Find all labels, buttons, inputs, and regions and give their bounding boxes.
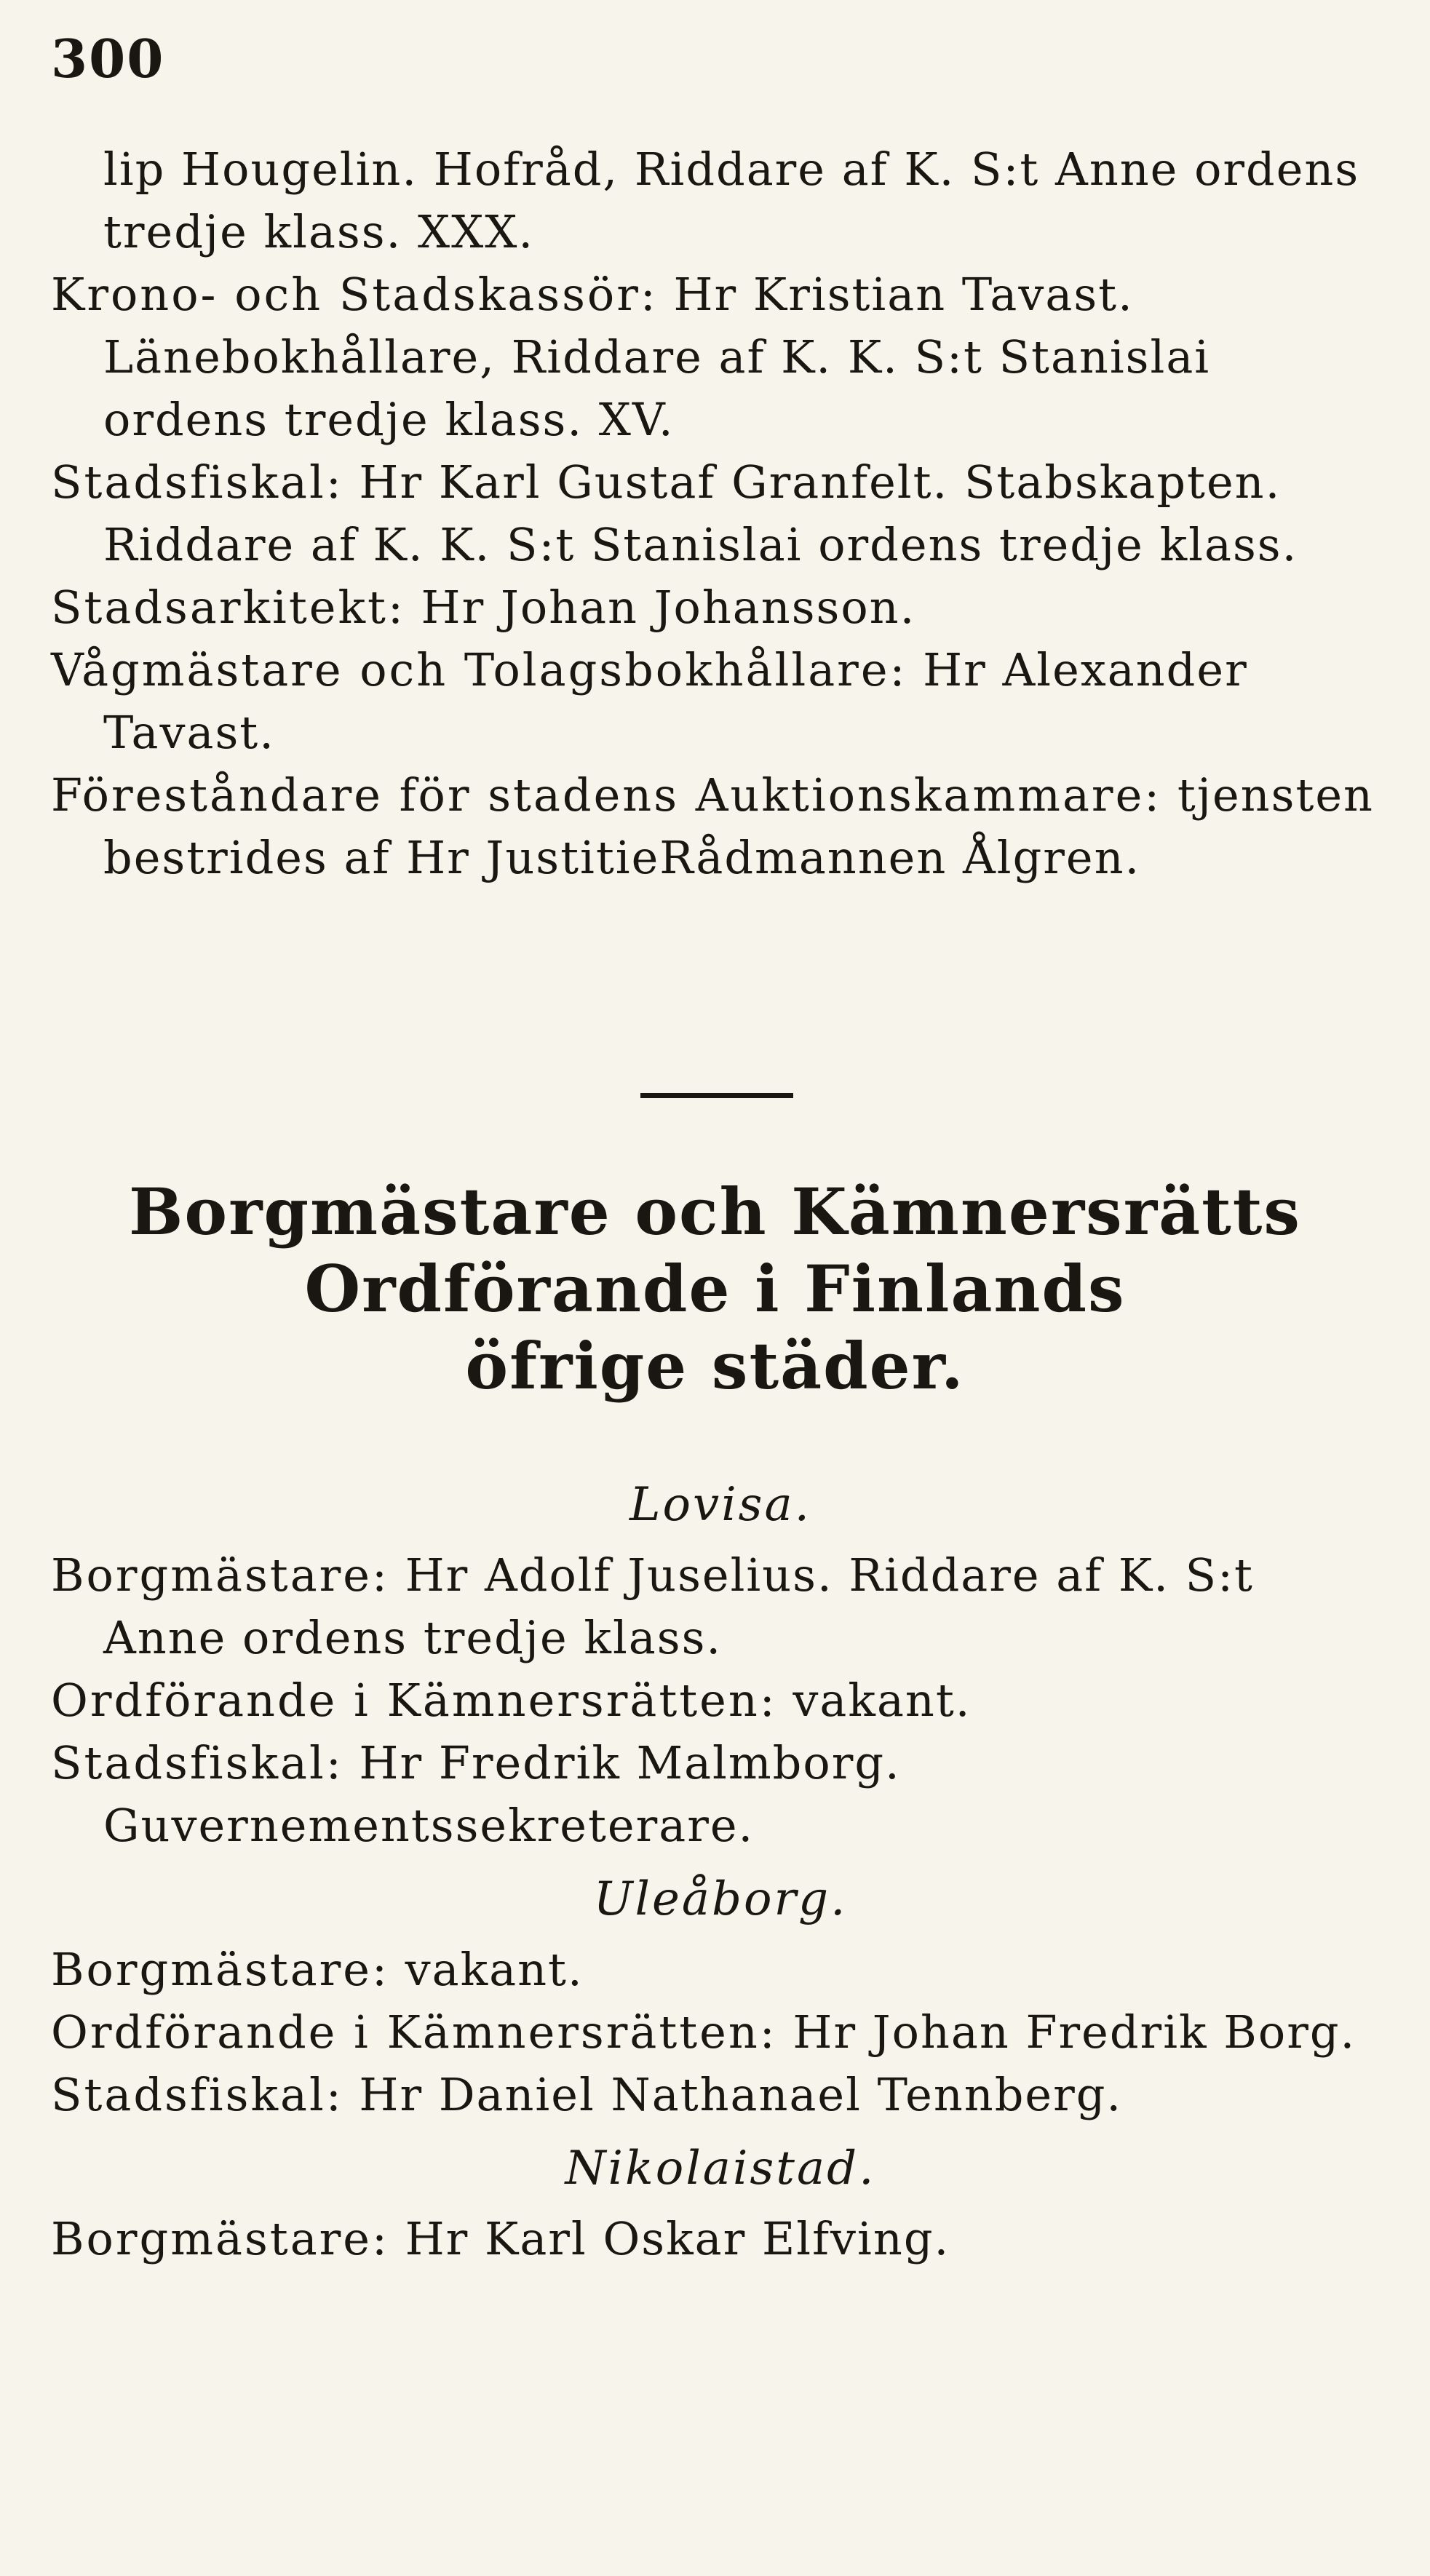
entry-role: Stadsarkitekt: bbox=[51, 581, 405, 634]
entry-continuation bbox=[51, 138, 1390, 263]
city-heading-lovisa: Lovisa. bbox=[629, 1478, 811, 1532]
entry-lovisa-borgmastare bbox=[51, 1544, 1390, 1669]
entry-forestandare bbox=[51, 764, 1390, 889]
entry-role: Föreståndare för stadens Auktionskammare: bbox=[51, 768, 1162, 822]
entry-vagmastare bbox=[51, 639, 1390, 764]
entry-role: Borgmästare: bbox=[51, 1943, 389, 1996]
city-heading-uleaborg: Uleåborg. bbox=[593, 1872, 848, 1926]
entry-text: vakant. bbox=[776, 1674, 972, 1727]
entry-text: Hr Johan Fredrik Borg. bbox=[776, 2005, 1356, 2059]
entry-text: Hr Fredrik Malmborg. Guvernementssekreterare. bbox=[103, 1736, 901, 1852]
entry-text: lip Hougelin. Hofråd, Riddare af K. S:t Anne ordens tredje klass. XXX. bbox=[103, 143, 1360, 258]
entry-text: Hr Daniel Nathanael Tennberg. bbox=[343, 2068, 1123, 2121]
entry-text: Hr Johan Johansson. bbox=[405, 581, 916, 634]
entry-role: Ordförande i Kämnersrätten: bbox=[51, 2005, 777, 2059]
entry-text: vakant. bbox=[389, 1943, 584, 1996]
entry-role: Stadsfiskal: bbox=[51, 456, 343, 509]
city-sections bbox=[51, 1463, 1390, 2270]
entry-role: Vågmästare och Tolagsbokhållare: bbox=[51, 643, 907, 696]
heading-line: öfrige städer. bbox=[465, 1328, 965, 1404]
city-heading-nikolaistad: Nikolaistad. bbox=[565, 2142, 876, 2195]
heading-line: Borgmästare och Kämnersrätts bbox=[129, 1174, 1301, 1249]
entry-nikolaistad-borgmastare bbox=[51, 2208, 1390, 2270]
entry-uleaborg-ordforande bbox=[51, 2001, 1390, 2064]
entry-text: Hr Adolf Juselius. Riddare af K. S:t Anne ordens tredje klass. bbox=[103, 1549, 1254, 1664]
entry-uleaborg-borgmastare bbox=[51, 1939, 1390, 2001]
top-entries bbox=[51, 138, 1390, 889]
entry-uleaborg-stadsfiskal bbox=[51, 2064, 1390, 2126]
entry-role: Ordförande i Kämnersrätten: bbox=[51, 1674, 777, 1727]
entry-stadsarkitekt bbox=[51, 576, 1390, 639]
entry-lovisa-stadsfiskal bbox=[51, 1732, 1390, 1857]
entry-kronokassor bbox=[51, 263, 1390, 451]
entry-lovisa-ordforande bbox=[51, 1669, 1390, 1732]
entry-stadsfiskal bbox=[51, 451, 1390, 576]
section-divider bbox=[640, 1093, 793, 1098]
entry-role: Stadsfiskal: bbox=[51, 1736, 343, 1789]
entry-text: Hr Kristian Tavast. Länebokhållare, Riddare af K. K. S:t Stanislai ordens tredje klass. XV. bbox=[103, 268, 1211, 446]
entry-role: Borgmästare: bbox=[51, 1549, 389, 1602]
entry-role: Borgmästare: bbox=[51, 2212, 389, 2265]
section-heading bbox=[0, 1173, 1430, 1404]
entry-role: Krono- och Stadskassör: bbox=[51, 268, 658, 321]
entry-role: Stadsfiskal: bbox=[51, 2068, 343, 2121]
page-number: 300 bbox=[51, 28, 165, 90]
entry-text: Hr Karl Oskar Elfving. bbox=[389, 2212, 950, 2265]
entry-text: tjensten bestrides af Hr JustitieRådmannen Ålgren. bbox=[103, 768, 1374, 884]
heading-line: Ordförande i Finlands bbox=[304, 1251, 1126, 1327]
entry-text: Hr Karl Gustaf Granfelt. Stabskapten. Riddare af K. K. S:t Stanislai ordens tredje klass. bbox=[103, 456, 1298, 571]
entry-text: Hr Alexander Tavast. bbox=[103, 643, 1248, 759]
